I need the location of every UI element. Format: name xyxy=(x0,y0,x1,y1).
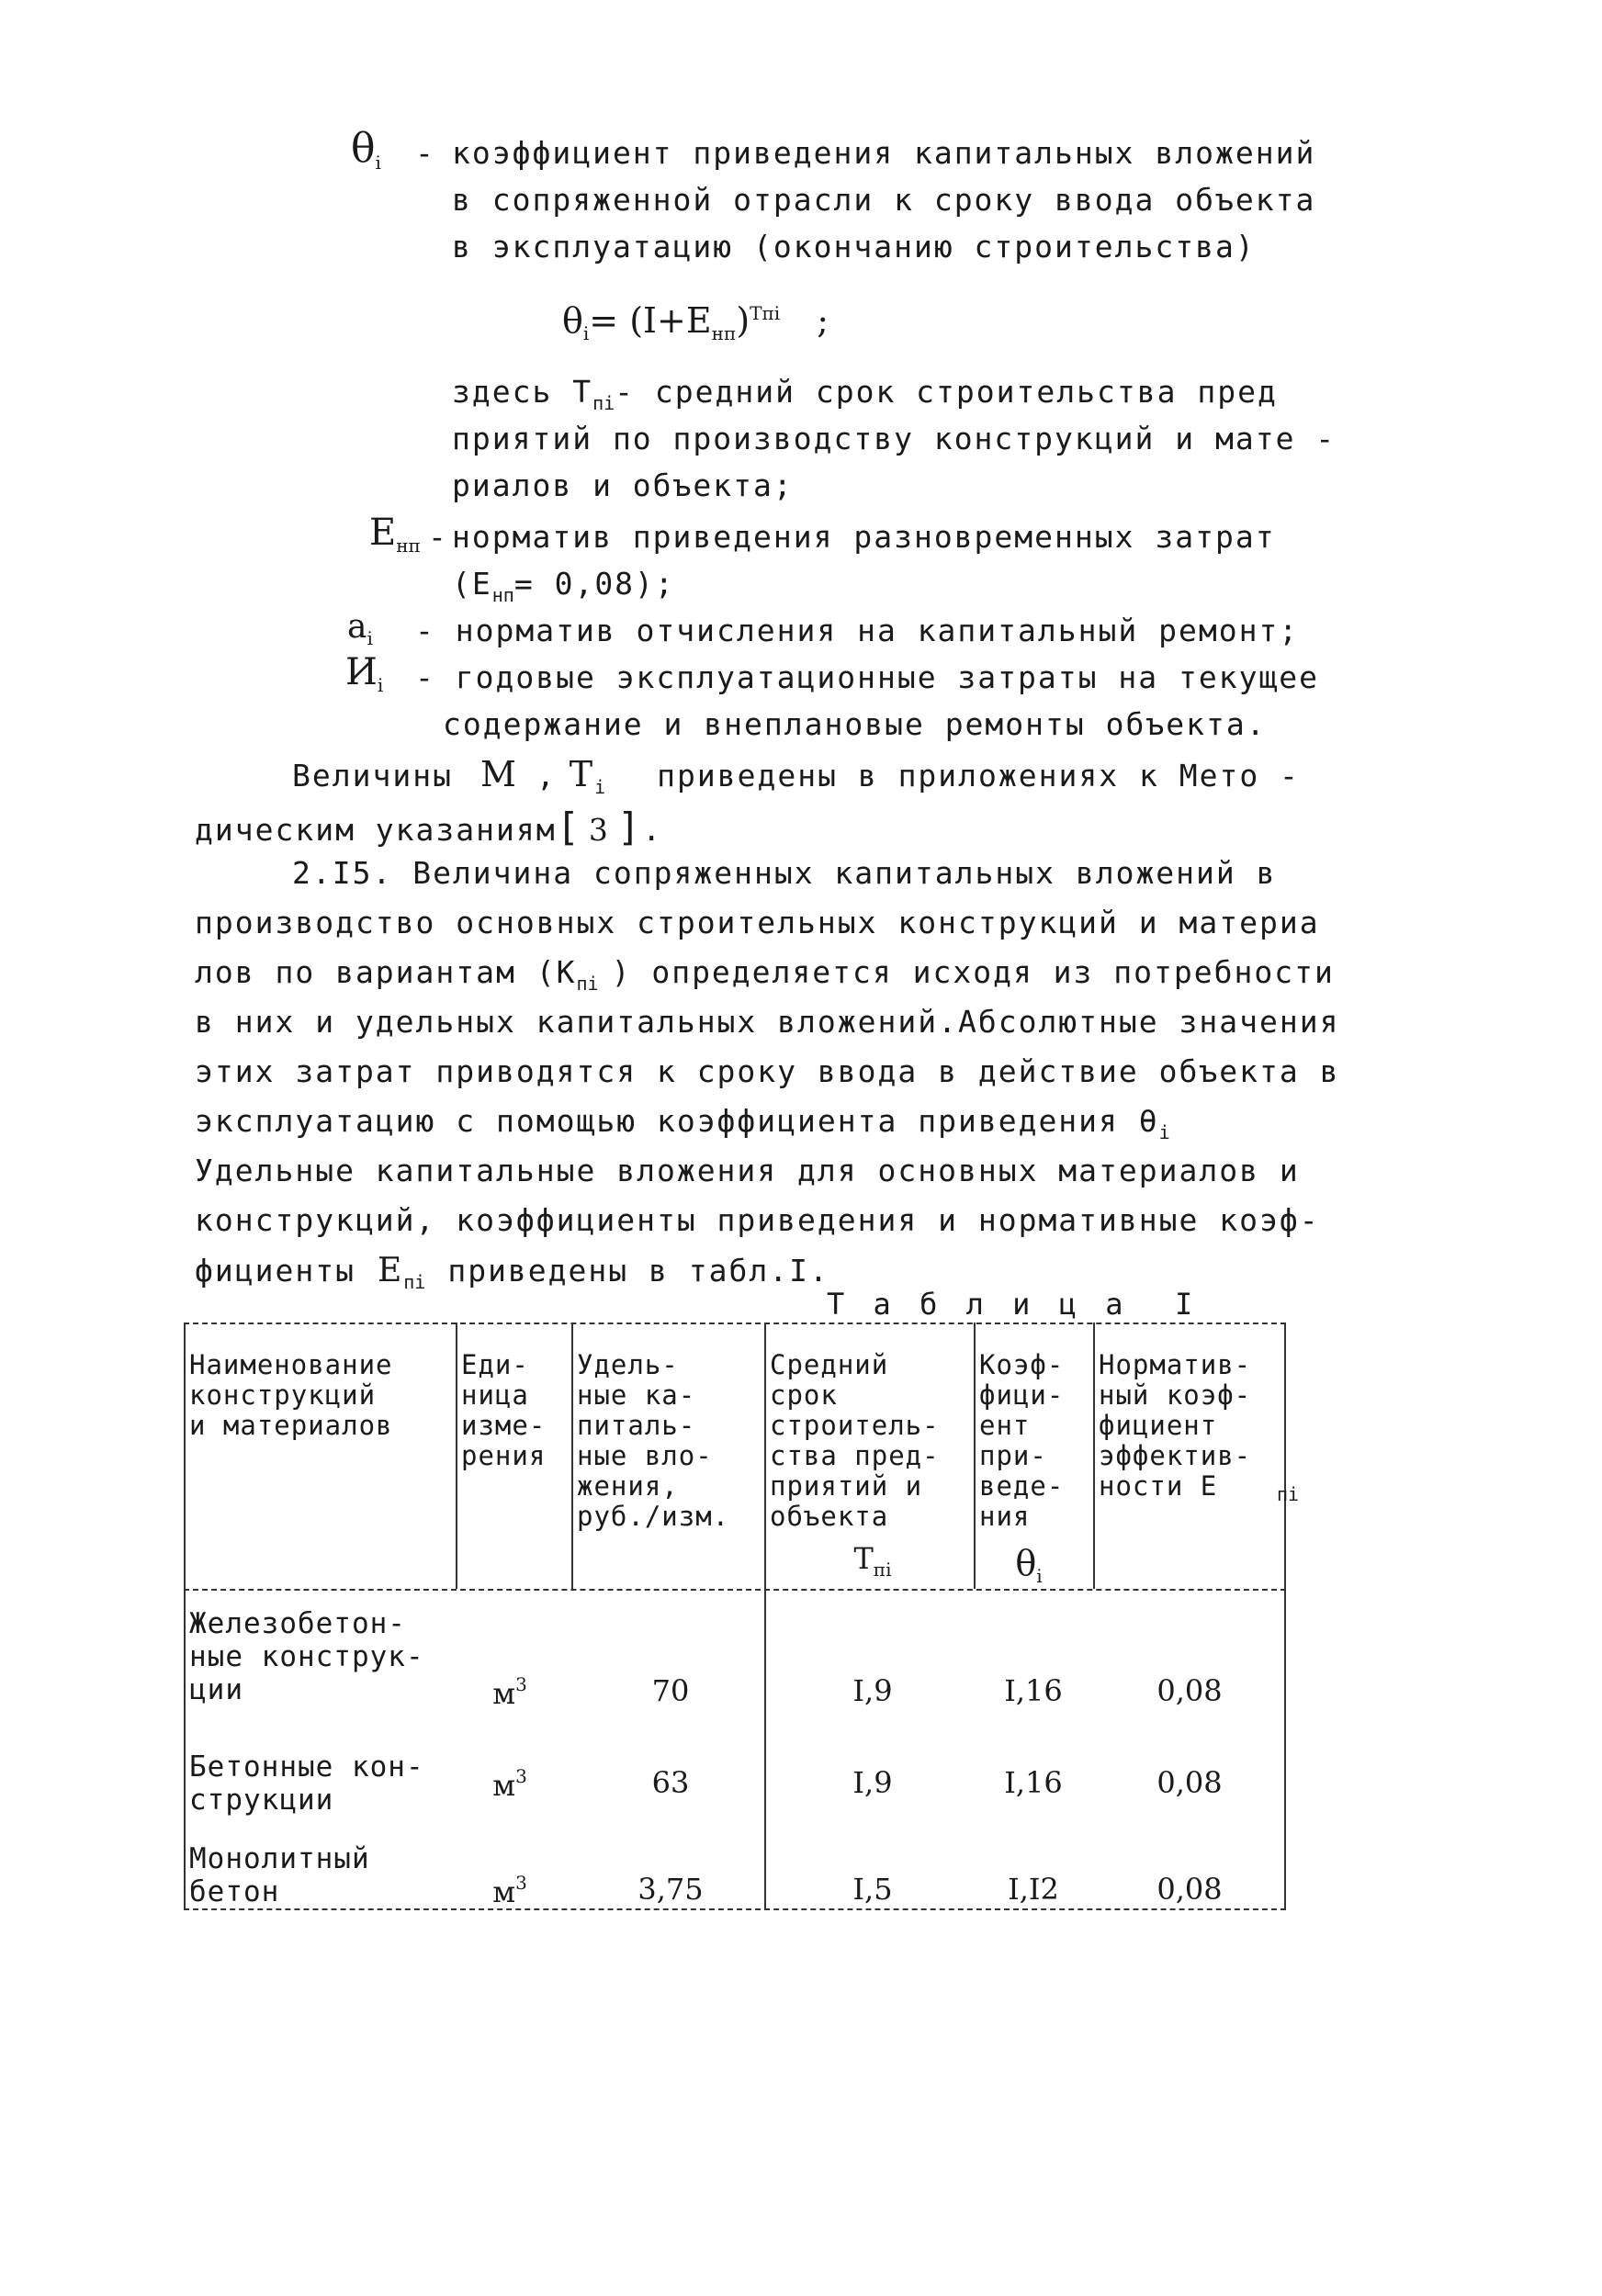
p215-line-1: 2.I5. Величина сопряженных капитальных вложений в xyxy=(292,855,1277,891)
table-col-rule xyxy=(456,1322,457,1589)
ai-symbol: $a_i$ xyxy=(347,608,373,649)
here-line-3: риалов и объекта; xyxy=(452,467,794,503)
table-caption: Т а б л и ц а I xyxy=(827,1287,1199,1322)
p215-line-5: этих затрат приводятся к сроку ввода в действие объекта в xyxy=(195,1053,1340,1089)
p215-line-9: фициенты $E_{пi}$ приведены в табл.I. xyxy=(195,1252,829,1293)
row-2-name: Бетонные кон- струкции xyxy=(189,1750,424,1817)
ii-line-2: содержание и внеплановые ремонты объекта. xyxy=(443,706,1267,742)
header-term: Средний срок строитель- ства пред- приятий и объекта xyxy=(770,1349,940,1532)
p215-line-2: производство основных строительных конструкций и материа xyxy=(195,905,1320,940)
row-3-coef: I,I2 xyxy=(1008,1872,1059,1907)
table-col-rule xyxy=(1284,1322,1286,1910)
theta-formula: $\theta_i= (I+E_{нп})^{Tпi}$ ; xyxy=(562,300,829,344)
p215-line-8: конструкций, коэффициенты приведения и нормативные коэф- xyxy=(195,1202,1320,1238)
row-1-unit: $м^3$ xyxy=(492,1673,527,1711)
theta-dash: - xyxy=(415,135,435,171)
header-coef: Коэф- фици- ент при- веде- ния xyxy=(979,1349,1065,1532)
theta-def-line-1: коэффициент приведения капитальных вложений xyxy=(452,135,1316,171)
ii-symbol: $И_i$ xyxy=(345,651,384,696)
table-col-rule xyxy=(184,1322,186,1910)
row-3-norm: 0,08 xyxy=(1156,1872,1223,1907)
row-2-unit: $м^3$ xyxy=(492,1765,527,1803)
header-theta: $\theta_i$ xyxy=(1015,1543,1043,1587)
row-1-norm: 0,08 xyxy=(1156,1673,1223,1708)
p215-line-4: в них и удельных капитальных вложений.Абсолютные значения xyxy=(195,1004,1340,1040)
table-col-rule xyxy=(1093,1322,1095,1589)
enp-line-1: норматив приведения разновременных затрат xyxy=(452,519,1276,555)
here-line-1: здесь $T_{пi}-$ средний срок строительства пред xyxy=(452,374,1278,414)
enp-line-2: $(E_{нп}= 0,08)$; xyxy=(452,566,675,606)
row-3-name: Монолитный бетон xyxy=(189,1842,370,1908)
table-top-rule xyxy=(184,1322,1286,1324)
row-3-cost: 3,75 xyxy=(637,1872,704,1907)
row-1-cost: 70 xyxy=(651,1673,690,1708)
header-name: Наименование конструкций и материалов xyxy=(189,1349,393,1441)
row-3-unit: $м^3$ xyxy=(492,1872,527,1909)
row-3-term: I,5 xyxy=(852,1872,893,1907)
row-2-term: I,9 xyxy=(852,1765,893,1800)
data-table xyxy=(184,1322,1300,1910)
table-bottom-rule xyxy=(184,1908,1286,1910)
p215-line-6: эксплуатацию с помощью коэффициента приведения $\theta_i$ xyxy=(195,1103,1170,1143)
header-unit: Еди- ница изме- рения xyxy=(461,1349,547,1471)
header-norm: Норматив- ный коэф- фициент эффектив- ности E xyxy=(1099,1349,1252,1502)
table-col-rule xyxy=(571,1322,573,1589)
p215-line-3: лов по вариантам ($K_{пi}$ ) определяется исходя из потребности xyxy=(195,954,1335,995)
row-1-coef: I,16 xyxy=(1004,1673,1063,1708)
header-cost: Удель- ные ка- питаль- ные вло- жения, руб./изм. xyxy=(577,1349,730,1532)
table-col-rule xyxy=(974,1322,976,1589)
row-2-cost: 63 xyxy=(651,1765,690,1800)
enp-symbol: $E_{нп}$ xyxy=(369,512,421,557)
table-col-rule xyxy=(764,1322,766,1910)
header-tpi: $T_{пi}$ xyxy=(853,1541,892,1581)
enp-dash: - xyxy=(428,519,448,555)
row-2-norm: 0,08 xyxy=(1156,1765,1223,1800)
values-line-2: дическим указаниям[ 3 ]. xyxy=(195,805,663,850)
table-header-rule xyxy=(184,1589,1286,1591)
row-1-name: Железобетон- ные конструк- ции xyxy=(189,1607,424,1706)
header-norm-sub: пi xyxy=(1277,1483,1300,1505)
values-line-1: Величины M , $T_i$ приведены в приложениях к Мето - xyxy=(292,754,1300,798)
theta-def-line-2: в сопряженной отрасли к сроку ввода объекта xyxy=(452,182,1316,218)
theta-symbol: $\theta_i$ xyxy=(351,125,381,174)
p215-line-7: Удельные капитальные вложения для основных материалов и xyxy=(195,1153,1300,1188)
row-2-coef: I,16 xyxy=(1004,1765,1063,1800)
ii-line-1: - годовые эксплуатационные затраты на текущее xyxy=(415,659,1320,695)
ai-line: - норматив отчисления на капитальный ремонт; xyxy=(415,613,1300,648)
row-1-term: I,9 xyxy=(852,1673,893,1708)
theta-def-line-3: в эксплуатацию (окончанию строительства) xyxy=(452,229,1256,264)
here-line-2: приятий по производству конструкций и мате - xyxy=(452,421,1337,456)
